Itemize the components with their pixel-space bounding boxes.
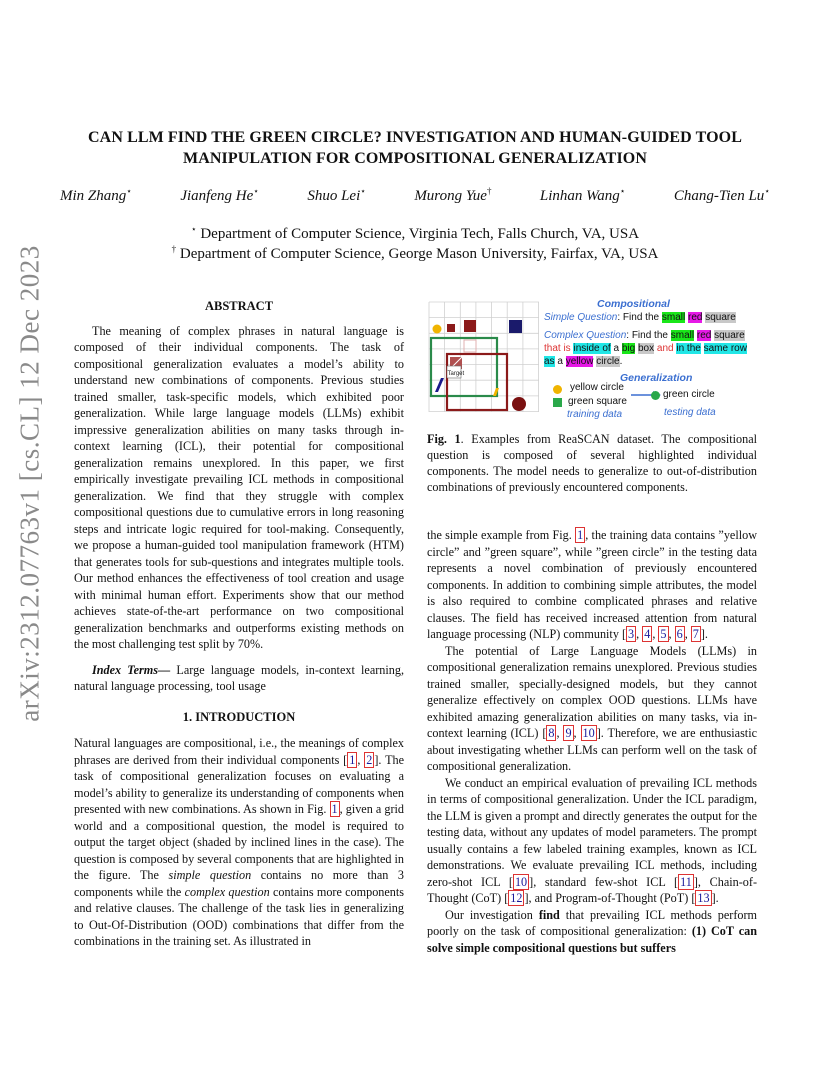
affiliation-1: ⋆ Department of Computer Science, Virginia Tech, Falls Church, VA, USA: [190, 224, 640, 242]
citation-link[interactable]: 13: [697, 891, 710, 905]
citation-link[interactable]: 4: [644, 627, 651, 641]
author: Linhan Wang⋆: [539, 186, 626, 204]
intro-heading: 1. INTRODUCTION: [182, 709, 296, 724]
green-circle-icon: [651, 391, 660, 400]
figure-1: [427, 298, 757, 426]
author-list: [60, 186, 770, 205]
right-paragraph-4: Our investigation find that prevailing ICL methods perform poorly on the task of compositional generalization: (1) CoT can solve simple compositional questions but suffers: [427, 907, 758, 955]
abstract-text: The meaning of complex phrases in natural language is composed of their individual components. The task of compositional generalization evaluates a model’s ability to understand new combinations of components. Previous studies trained smaller, task-specific models, which exhibited poor generalization. While large language models (LLMs) exhibit impressive generalization abilities on many tasks through in-context learning (ICL), their potential for compositional generalization remains unexplored. In this paper, we first empirically investigate prevailing ICL methods in compositional generalization. We find that they struggle with complex compositional questions due to cumulative errors in long reasoning steps and intricate logic required for tool-making. Consequently, we propose a human-guided tool manipulation framework (HTM) that generates tools for sub-questions and integrates multiple tools. Our method enhances the effectiveness of tool creation and usage with minimal human effort. Experiments show that our method achieves state-of-the-art performance on two compositional generalization benchmarks and outperforms existing methods on the most challenging test split by 70%.: [74, 323, 404, 651]
figure-link[interactable]: 1: [331, 802, 338, 816]
intro-paragraph: Natural languages are compositional, i.e., the meanings of complex phrases are derived from their individual components [ 1 , 2 ]. The task of compositional generalization focuses on evaluating a model’s ability to generalize its understanding of components when presented with new combinations. As shown in Fig. 1 , given a grid world and a compositional question, the model is required to output the target object (shaded by inclined lines in the case). The question is composed by several components that are highlighted in the figure. The simple question contains no more than 3 components while the complex question contains more components and relative clauses. The challenge of the task lies in generalizing to Out-Of-Distribution (OOD) combinations that differ from the combinations in the training set. As illustrated in: [74, 736, 405, 948]
green-square-icon: [553, 398, 562, 407]
simple-question: Simple Question: Find the small red square: [544, 312, 736, 323]
citation-link[interactable]: 10: [514, 874, 528, 889]
arxiv-stamp: arXiv:2312.07763v1 [cs.CL] 12 Dec 2023: [14, 245, 45, 722]
figure-caption: Fig. 1. Examples from ReaSCAN dataset. The compositional question is composed of several highlighted individual components. The model needs to generalize to out-of-distribution combinations of previously encountered components.: [427, 432, 757, 494]
compositional-label: Compositional: [597, 298, 670, 310]
citation-link[interactable]: 8: [548, 726, 555, 740]
red-square-shape: [447, 324, 455, 332]
citation-link[interactable]: 12: [510, 891, 523, 905]
figure-link[interactable]: 1: [577, 528, 584, 542]
citation-link[interactable]: 3: [628, 627, 635, 641]
title-line-1: CAN LLM FIND THE GREEN CIRCLE? INVESTIGATION AND HUMAN-GUIDED TOOL: [88, 129, 742, 146]
target-label: Target: [447, 371, 465, 377]
grid-world-diagram: [427, 300, 545, 414]
right-column: [427, 527, 757, 956]
index-terms: Index Terms— Large language models, in-context learning, natural language processing, tool usage: [74, 662, 405, 693]
author: Murong Yue†: [414, 186, 492, 204]
test-example: green circle: [663, 389, 715, 400]
citation-link[interactable]: 6: [676, 627, 683, 641]
right-paragraph-3: We conduct an empirical evaluation of prevailing ICL methods in terms of compositional generalization. Under the ICL paradigm, the LLM is given a prompt and directly generates the output for the testing data, without any updates of model parameters. The prompt usually contains a few labeled training examples, known as ICL demonstrations. We evaluate prevailing ICL methods, including zero-shot ICL [ 10 ], standard few-shot ICL [ 11 ], Chain-of-Thought (CoT) [ 12 ], and Program-of-Thought (PoT) [ 13 ].: [427, 775, 758, 905]
testing-data-label: testing data: [664, 407, 716, 418]
author: Min Zhang⋆: [60, 186, 132, 204]
affiliation-2: † Department of Computer Science, George Mason University, Fairfax, VA, USA: [171, 244, 659, 262]
training-data-label: training data: [567, 409, 623, 420]
citation-link[interactable]: 11: [680, 874, 692, 889]
author: Shuo Lei⋆: [307, 186, 366, 204]
left-column: [74, 298, 404, 950]
title-line-2: MANIPULATION FOR COMPOSITIONAL GENERALIZATION: [183, 150, 647, 167]
author: Jianfeng He⋆: [180, 186, 259, 204]
citation-link[interactable]: 9: [565, 726, 572, 740]
generalization-label: Generalization: [620, 372, 693, 384]
citation-link[interactable]: 1: [349, 752, 356, 767]
author: Chang-Tien Lu⋆: [673, 186, 770, 204]
right-paragraph-2: The potential of Large Language Models (LLMs) in compositional generalization remains unexplored. Previous studies trained smaller, specially-designed models, but they cannot generalize effectively on complex OOD questions. LLMs have exhibited amazing generalization abilities on many tasks, via in-context learning (ICL) [ 8 , 9 , 10 ]. Therefore, we are enthusiastic about investigating whether LLMs can perform well on the task of compositional generalization.: [427, 643, 757, 773]
train-example-2: green square: [568, 396, 627, 407]
yellow-circle-icon: [553, 385, 562, 394]
complex-question: Complex Question: Find the small red square that is inside of a big box and in the same row as a yellow circle.: [544, 330, 747, 367]
citation-link[interactable]: 2: [366, 752, 373, 767]
citation-link[interactable]: 10: [582, 726, 595, 740]
paper-title: [60, 127, 770, 169]
citation-link[interactable]: 5: [660, 627, 667, 641]
yellow-circle-shape: [433, 325, 442, 334]
right-paragraph-1: the simple example from Fig. 1 , the training data contains ”yellow circle” and ”green square”, while ”green circle” in the testing data represents a novel combination of previously encountered components. In addition to combining simple attributes, the model is also required to combine complicated phrases and relative clauses. The field has received increased attention from natural language processing (NLP) community [ 3 , 4 , 5 , 6 , 7 ].: [427, 528, 758, 641]
citation-link[interactable]: 7: [692, 627, 699, 641]
abstract-heading: ABSTRACT: [204, 299, 274, 313]
train-example-1: yellow circle: [570, 382, 624, 393]
